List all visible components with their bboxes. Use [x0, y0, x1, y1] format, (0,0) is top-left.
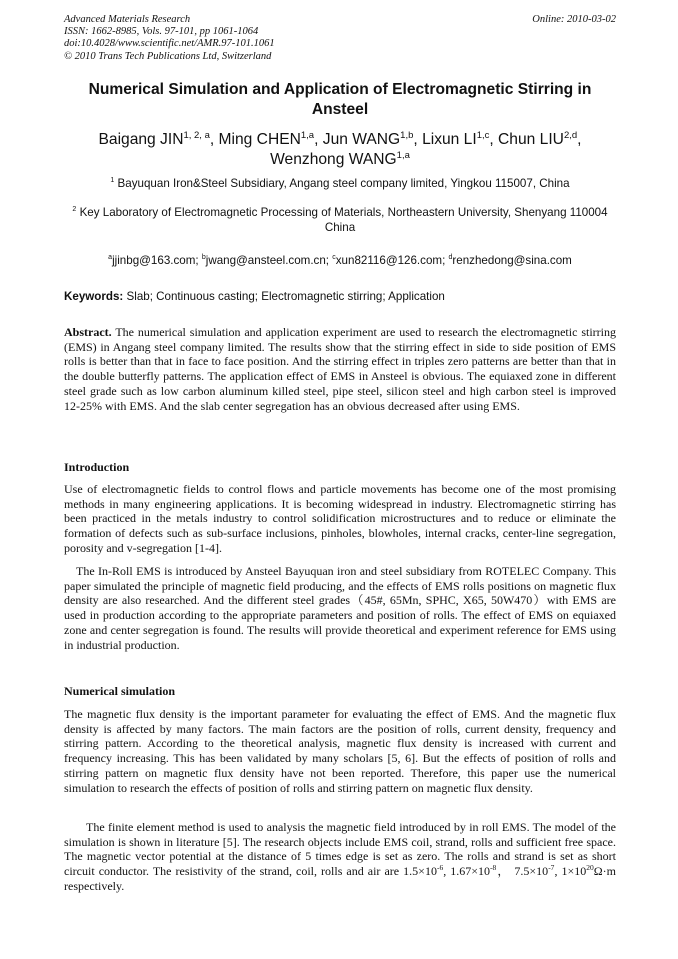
email-address: jwang@ansteel.com.cn: [205, 254, 326, 267]
author-affiliation-mark: 1,c: [476, 130, 490, 141]
abstract-label: Abstract.: [64, 325, 112, 339]
numerical-paragraph-2: [64, 820, 616, 894]
resistivity-base: 1×10: [561, 864, 587, 879]
author-affiliation-mark: 1,a: [396, 150, 410, 161]
author-separator: ,: [489, 131, 499, 148]
journal-name: Advanced Materials Research: [64, 14, 191, 25]
resistivity-base: 7.5×10: [514, 864, 549, 879]
author-name: Lixun LI: [422, 131, 477, 148]
resistivity-exponent: -6: [436, 863, 444, 873]
email-address: xun82116@126.com: [335, 254, 443, 267]
journal-issn: ISSN: 1662-8985, Vols. 97-101, pp 1061-1064: [64, 26, 259, 38]
affiliation-1: [64, 176, 616, 191]
email-address: jjinbg@163.com: [112, 254, 196, 267]
resistivity-values: [403, 864, 594, 878]
email-separator: ;: [442, 254, 449, 267]
resistivity-separator: ,: [443, 864, 451, 879]
author-name: Ming CHEN: [218, 131, 301, 148]
email-mark: c: [332, 254, 336, 261]
resistivity-exponent: -7: [548, 863, 555, 873]
affiliation-1-number: 1: [110, 177, 115, 184]
author-separator: ,: [577, 131, 582, 148]
affiliation-2: [64, 205, 616, 235]
paper-title: Numerical Simulation and Application of Electromagnetic Stirring in Ansteel: [88, 81, 592, 118]
abstract: [64, 325, 616, 413]
journal-header: [64, 14, 616, 63]
email-separator: ;: [325, 254, 333, 267]
online-date: Online: 2010-03-02: [532, 14, 616, 25]
email-mark: d: [448, 254, 453, 261]
author-name: Wenzhong WANG: [270, 151, 397, 168]
numerical-paragraph-1: The magnetic flux density is the important parameter for evaluating the effect of EMS. And the magnetic flux density is affected by many factors. The main factors are the position of rolls, current density, frequency and stirring pattern. According to the theoretical analysis, magnetic flux density is increased with current and frequency increasing. This has been validated by many scholars [5, 6]. But the effects of position of rolls and stirring pattern on magnetic flux density have not been reported. Therefore, this paper use the numerical simulation to research the effects of position of rolls and stirring pattern on magnetic flux density.: [64, 707, 616, 795]
intro-paragraph-1: Use of electromagnetic fields to control flows and particle movements has become one of the most promising methods in many engineering applications. It is becoming widespread in industry. Electromagnetic stirring has been practiced in the metals industry to control solidification microstructures and to reduce or eliminate the formation of defects such as sub-surface inclusions, pinholes, blowholes, internal cracks, center-line segregation, porosity and v-segregation [1-4].: [64, 482, 616, 555]
email-address: renzhedong@sina.com: [452, 254, 572, 267]
resistivity-exponent: 20: [586, 863, 594, 873]
section-heading-introduction: Introduction: [64, 460, 130, 474]
author-affiliation-mark: 1, 2, a: [183, 130, 210, 141]
author-list: [64, 130, 616, 170]
author-affiliation-mark: 1,a: [300, 130, 315, 141]
intro-paragraph-2: The In-Roll EMS is introduced by Ansteel Bayuquan iron and steel subsidiary from ROTELEC Company. This paper simulated the principle of magnetic field producing, and the effects of EMS rolls positions on magnetic flux density are also researched. And the different steel grades（45#, 65Mn, SPHC, X65, 50W470）with EMS are used in production according to the appropriate parameters and position of rolls. The effect of EMS on equiaxed zone and center segregation is found. The results will provide theoretical and experiment reference for EMS using in industrial production.: [64, 564, 616, 652]
journal-doi: doi:10.4028/www.scientific.net/AMR.97-101.1061: [64, 38, 275, 50]
author-separator: ,: [209, 131, 219, 148]
email-list: [64, 253, 616, 268]
affiliation-2-number: 2: [72, 206, 77, 213]
section-heading-numerical-simulation: Numerical simulation: [64, 684, 175, 698]
email-mark: a: [108, 254, 113, 261]
resistivity-base: 1.5×10: [403, 864, 437, 879]
affiliation-1-text: Bayuquan Iron&Steel Subsidiary, Angang steel company limited, Yingkou 115007, China: [117, 177, 570, 190]
email-separator: ;: [195, 254, 202, 267]
author-affiliation-mark: 1,b: [400, 130, 414, 141]
resistivity-unit: Ω·m respectively.: [64, 864, 617, 893]
keywords-text: Slab; Continuous casting; Electromagnetic stirring; Application: [126, 290, 445, 303]
abstract-text: The numerical simulation and application experiment are used to research the electromagnetic stirring (EMS) in Angang steel company limited. The results show that the stirring effect in side to side position of EMS rolls is better than that in face to face position. And the stirring effect in triples zero patterns are better than that in the double butterfly patterns. The application effect of EMS in Ansteel is obvious. The equiaxed zone in different steel grade such as low carbon aluminum killed steel, pipe steel, silicon steel and high carbon steel is improved 12-25% with EMS. And the slab center segregation has an obvious decreased after using EMS.: [64, 325, 616, 413]
resistivity-base: 1.67×10: [450, 864, 491, 879]
author-name: Chun LIU: [498, 131, 564, 148]
author-name: Jun WANG: [322, 131, 401, 148]
journal-copyright: © 2010 Trans Tech Publications Ltd, Switzerland: [64, 50, 272, 62]
author-affiliation-mark: 2,d: [563, 130, 578, 141]
resistivity-exponent: -8: [490, 863, 497, 873]
author-separator: ,: [413, 131, 423, 148]
numerical-paragraph-2-text: The finite element method is used to analysis the magnetic field introduced by in roll EMS. The model of the simulation is shown in literature [5]. The research objects include EMS coil, strand, rolls and sufficient free space. The magnetic vector potential at the distance of 5 times edge is set as zero. The rolls and strand is set as short circuit conductor. The resistivity of the strand, coil, rolls and air are: [64, 820, 616, 879]
resistivity-separator: ，: [496, 864, 515, 879]
keywords-label: Keywords:: [64, 290, 124, 303]
author-name: Baigang JIN: [98, 131, 184, 148]
email-mark: b: [201, 254, 206, 261]
resistivity-separator: ,: [554, 864, 562, 879]
keywords: [64, 289, 616, 304]
author-separator: ,: [314, 131, 323, 148]
affiliation-2-text: Key Laboratory of Electromagnetic Processing of Materials, Northeastern University, Shenyang 110004 China: [79, 206, 608, 234]
